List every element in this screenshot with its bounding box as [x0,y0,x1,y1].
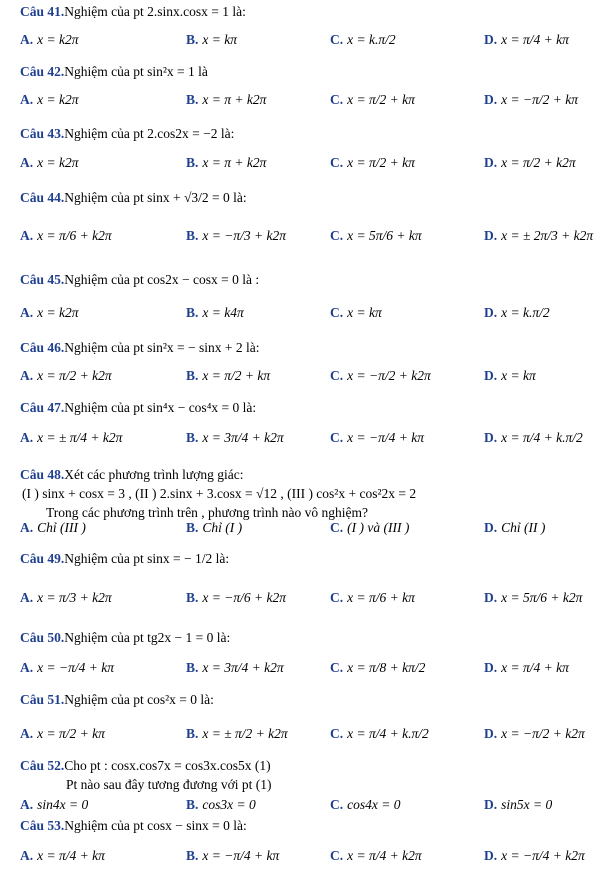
question-text: Nghiệm của pt tg2x − 1 = 0 là: [64,630,231,645]
option-label: A. [20,228,34,243]
option-label: B. [186,368,199,383]
answer-option[interactable] [186,797,256,813]
option-value: Chỉ (III ) [37,520,86,535]
option-label: C. [330,660,344,675]
option-value: x = ± π/2 + k2π [202,726,288,741]
question-stem-line [20,4,600,20]
question-text: Nghiệm của pt sinx + √3/2 = 0 là: [64,190,247,205]
question-number: Câu 46. [20,340,65,355]
option-value: x = π/2 + kπ [347,155,415,170]
option-value: sin5x = 0 [501,797,553,812]
answer-options-row [0,228,600,248]
question-number: Câu 53. [20,818,65,833]
question-number: Câu 44. [20,190,65,205]
option-label: C. [330,520,344,535]
question-stem-line [20,126,600,142]
option-value: x = kπ [202,32,237,47]
option-label: A. [20,797,34,812]
option-value: cos3x = 0 [202,797,256,812]
option-value: (I ) và (III ) [347,520,410,535]
option-value: x = 5π/6 + k2π [501,590,583,605]
option-value: x = −π/3 + k2π [202,228,286,243]
answer-option[interactable] [330,797,400,813]
answer-option[interactable] [20,305,78,321]
option-value: x = π/2 + k2π [37,368,112,383]
option-label: B. [186,430,199,445]
answer-options-row [0,848,600,868]
option-value: x = 3π/4 + k2π [202,660,284,675]
option-label: D. [484,32,498,47]
question-number: Câu 41. [20,4,65,19]
question-text: Nghiệm của pt sin⁴x − cos⁴x = 0 là: [64,400,257,415]
option-value: sin4x = 0 [37,797,89,812]
answer-option[interactable] [330,92,415,108]
option-value: x = 3π/4 + k2π [202,430,284,445]
option-value: x = kπ [347,305,382,320]
option-label: B. [186,848,199,863]
question-text: Cho pt : cosx.cos7x = cos3x.cos5x (1) [64,758,271,773]
question-number: Câu 45. [20,272,65,287]
question-subtext: Trong các phương trình trên , phương trình nào vô nghiệm? [46,505,368,520]
answer-option[interactable] [20,368,112,384]
option-value: x = π/4 + kπ [37,848,105,863]
option-label: C. [330,92,344,107]
option-label: C. [330,228,344,243]
answer-options-row [0,590,600,610]
answer-option[interactable] [20,726,105,742]
answer-option[interactable] [484,660,569,676]
option-label: A. [20,92,34,107]
question-number: Câu 47. [20,400,65,415]
option-label: C. [330,848,344,863]
option-label: C. [330,305,344,320]
option-label: D. [484,430,498,445]
answer-option[interactable] [484,92,578,108]
answer-option[interactable] [484,305,550,321]
option-label: C. [330,797,344,812]
option-value: x = π/3 + k2π [37,590,112,605]
question-stem-line [20,190,600,206]
answer-option[interactable] [330,32,396,48]
option-label: A. [20,726,34,741]
option-value: x = k.π/2 [501,305,550,320]
option-label: A. [20,305,34,320]
option-value: Chỉ (I ) [202,520,243,535]
answer-option[interactable] [20,797,88,813]
answer-option[interactable] [186,590,286,606]
answer-option[interactable] [330,726,429,742]
option-label: A. [20,368,34,383]
option-value: x = ± π/4 + k2π [37,430,123,445]
option-value: x = π + k2π [202,155,267,170]
option-value: x = π/2 + kπ [37,726,105,741]
question-stem-line [20,551,600,567]
question-number: Câu 42. [20,64,65,79]
option-label: A. [20,590,34,605]
option-value: x = k.π/2 [347,32,396,47]
answer-option[interactable] [330,305,382,321]
option-value: x = k2π [37,32,79,47]
answer-option[interactable] [484,368,536,384]
question-stem-line [20,272,600,288]
option-value: x = ± 2π/3 + k2π [501,228,594,243]
option-value: x = π/4 + kπ [501,660,569,675]
question-number: Câu 50. [20,630,65,645]
answer-option[interactable] [186,305,244,321]
option-label: B. [186,228,199,243]
answer-option[interactable] [484,520,545,536]
option-value: x = π/4 + k.π/2 [347,726,429,741]
question-text: Nghiệm của pt sinx = − 1/2 là: [64,551,230,566]
answer-option[interactable] [330,430,424,446]
answer-options-row [0,797,600,817]
question-stem-line [20,467,600,483]
answer-options-row [0,368,600,388]
answer-option[interactable] [20,520,86,536]
answer-option[interactable] [20,32,78,48]
option-label: A. [20,155,34,170]
answer-option[interactable] [186,848,279,864]
answer-options-row [0,155,600,175]
option-value: x = kπ [501,368,536,383]
option-label: B. [186,797,199,812]
answer-options-row [0,660,600,680]
option-label: A. [20,430,34,445]
option-label: B. [186,155,199,170]
option-value: x = −π/6 + k2π [202,590,286,605]
option-value: x = π/8 + kπ/2 [347,660,426,675]
question-text: Nghiệm của pt cos²x = 0 là: [64,692,214,707]
answer-options-row [0,305,600,325]
option-label: D. [484,726,498,741]
answer-option[interactable] [186,92,266,108]
question-stem-line [20,692,600,708]
answer-option[interactable] [330,368,431,384]
question-number: Câu 48. [20,467,65,482]
option-value: Chỉ (II ) [501,520,546,535]
question-text: Nghiệm của pt sin²x = 1 là [64,64,208,79]
answer-option[interactable] [186,32,237,48]
answer-option[interactable] [330,228,422,244]
answer-option[interactable] [484,590,582,606]
option-label: A. [20,32,34,47]
option-label: D. [484,520,498,535]
option-value: x = π + k2π [202,92,267,107]
option-value: x = π/6 + kπ [347,590,415,605]
option-value: x = π/4 + kπ [501,32,569,47]
option-label: B. [186,726,199,741]
answer-option[interactable] [330,590,415,606]
option-label: C. [330,726,344,741]
question-number: Câu 49. [20,551,65,566]
option-label: D. [484,590,498,605]
option-label: D. [484,228,498,243]
option-value: x = −π/2 + k2π [347,368,431,383]
answer-options-row [0,92,600,112]
answer-option[interactable] [186,368,270,384]
option-label: B. [186,520,199,535]
option-value: cos4x = 0 [347,797,401,812]
question-text: Nghiệm của pt cosx − sinx = 0 là: [64,818,247,833]
question-text: Nghiệm của pt cos2x − cosx = 0 là : [64,272,260,287]
option-value: x = k2π [37,155,79,170]
option-value: x = π/2 + kπ [202,368,271,383]
answer-option[interactable] [20,848,105,864]
option-value: x = −π/4 + kπ [202,848,280,863]
option-label: B. [186,590,199,605]
answer-option[interactable] [186,155,266,171]
option-value: x = π/4 + k2π [347,848,422,863]
question-stem-line [20,630,600,646]
answer-options-row [0,32,600,52]
answer-option[interactable] [484,430,583,446]
answer-option[interactable] [484,32,569,48]
answer-option[interactable] [330,520,409,536]
option-value: x = −π/2 + k2π [501,726,585,741]
answer-option[interactable] [20,92,78,108]
option-value: x = −π/4 + k2π [501,848,585,863]
option-value: x = π/2 + k2π [501,155,576,170]
question-number: Câu 43. [20,126,65,141]
option-label: D. [484,155,498,170]
answer-option[interactable] [484,726,585,742]
question-stem-line [20,64,600,80]
option-label: D. [484,797,498,812]
option-value: x = −π/4 + kπ [37,660,114,675]
option-label: D. [484,92,498,107]
answer-option[interactable] [484,228,593,244]
option-value: x = −π/2 + kπ [501,92,578,107]
option-label: C. [330,590,344,605]
option-label: A. [20,848,34,863]
answer-option[interactable] [186,660,284,676]
answer-option[interactable] [20,155,78,171]
answer-options-row [0,520,600,540]
option-label: B. [186,92,199,107]
answer-option[interactable] [330,660,425,676]
option-label: B. [186,660,199,675]
question-stem-line [20,400,600,416]
option-label: B. [186,32,199,47]
option-value: x = π/6 + k2π [37,228,112,243]
answer-option[interactable] [186,726,288,742]
answer-option[interactable] [20,590,112,606]
question-text: Xét các phương trình lượng giác: [64,467,244,482]
option-label: B. [186,305,199,320]
question-text: Nghiệm của pt sin²x = − sinx + 2 là: [64,340,260,355]
option-value: x = −π/4 + kπ [347,430,424,445]
option-label: A. [20,660,34,675]
answer-option[interactable] [484,797,552,813]
question-number: Câu 52. [20,758,65,773]
option-label: D. [484,305,498,320]
question-stem-line [20,818,600,834]
question-text: Nghiệm của pt 2.sinx.cosx = 1 là: [64,4,246,19]
question-stem-line [20,340,600,356]
option-value: x = π/2 + kπ [347,92,415,107]
answer-options-row [0,726,600,746]
answer-option[interactable] [186,228,286,244]
question-number: Câu 51. [20,692,65,707]
answer-option[interactable] [484,155,576,171]
answer-options-row [0,430,600,450]
option-label: D. [484,368,498,383]
answer-option[interactable] [20,228,112,244]
option-value: x = k2π [37,92,79,107]
answer-option[interactable] [20,430,122,446]
question-subtext: Pt nào sau đây tương đương với pt (1) [66,777,272,792]
option-label: C. [330,368,344,383]
equation-list: (I ) sinx + cosx = 3 , (II ) 2.sinx + 3.cosx = √12 , (III ) cos²x + cos²2x = 2 [22,486,417,501]
option-label: A. [20,520,34,535]
option-value: x = k4π [202,305,244,320]
answer-option[interactable] [20,660,114,676]
answer-option[interactable] [186,430,284,446]
answer-option[interactable] [484,848,585,864]
option-label: C. [330,32,344,47]
option-label: D. [484,848,498,863]
option-value: x = k2π [37,305,79,320]
option-label: D. [484,660,498,675]
option-label: C. [330,430,344,445]
option-value: x = π/4 + k.π/2 [501,430,583,445]
question-stem-line [20,758,600,774]
answer-option[interactable] [186,520,242,536]
option-label: C. [330,155,344,170]
answer-option[interactable] [330,155,415,171]
answer-option[interactable] [330,848,422,864]
option-value: x = 5π/6 + kπ [347,228,422,243]
question-text: Nghiệm của pt 2.cos2x = −2 là: [64,126,235,141]
